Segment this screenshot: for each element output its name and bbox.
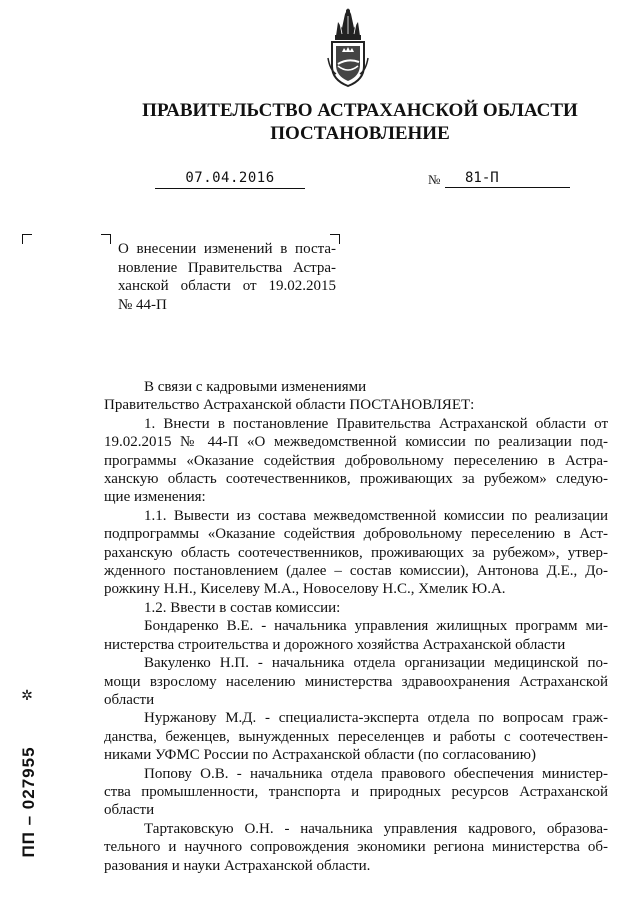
document-subject: [118, 240, 336, 314]
corner-mark: [22, 234, 32, 244]
body-line: области: [104, 802, 155, 819]
document-number: 81-П: [445, 170, 570, 188]
body-line: Бондаренко В.Е. - начальника управления жилищных программ ми-: [144, 618, 608, 635]
body-line: никами УФМС России по Астраханской области (по согласованию): [104, 747, 537, 764]
body-line: 1.2. Ввести в состав комиссии:: [144, 599, 341, 616]
side-serial-stamp: [18, 668, 36, 868]
government-title: ПРАВИТЕЛЬСТВО АСТРАХАНСКОЙ ОБЛАСТИ: [142, 100, 578, 121]
body-line: подпрограммы «Оказание содействия добровольному переселению в Аст-: [104, 526, 608, 543]
subject-line: новление Правительства Астра-: [118, 259, 336, 276]
body-line: щие изменения:: [104, 489, 206, 506]
star-icon: ✲: [21, 689, 33, 704]
body-line: программы «Оказание содействия добровольному переселению в Астра-: [104, 452, 608, 469]
body-line: 1. Внести в постановление Правительства Астраханской области от: [144, 415, 608, 432]
body-line: ханскую область соотечественников, проживающих за рубежом» следую-: [104, 471, 608, 488]
subject-line: № 44-П: [118, 296, 167, 313]
body-line: ства промышленности, транспорта и природных ресурсов Астраханской: [104, 783, 608, 800]
body-line: области: [104, 691, 155, 708]
body-line: жденного постановлением (далее – состав комиссии), Антонова Д.Е., До-: [104, 563, 608, 580]
body-line: 19.02.2015 № 44-П «О межведомственной комиссии по реализации под-: [104, 434, 608, 451]
body-line: Попову О.В. - начальника отдела правового обеспечения министер-: [144, 765, 608, 782]
body-line: Правительство Астраханской области ПОСТАНОВЛЯЕТ:: [104, 397, 475, 414]
body-line: Нуржанову М.Д. - специалиста-эксперта отдела по вопросам граж-: [144, 710, 608, 727]
body-line: Тартаковскую О.Н. - начальника управления кадрового, образова-: [144, 820, 608, 837]
body-line: В связи с кадровыми изменениями: [144, 379, 367, 395]
body-line: разования и науки Астраханской области.: [104, 857, 371, 874]
document-body: [104, 378, 608, 875]
corner-mark: [101, 234, 111, 244]
body-line: нистерства строительства и дорожного хозяйства Астраханской области: [104, 636, 566, 653]
body-line: мощи взрослому населению министерства здравоохранения Астраханской: [104, 673, 608, 690]
body-line: раханскую область соотечественников, проживающих за рубежом», утвер-: [104, 544, 608, 561]
subject-line: ханской области от 19.02.2015: [118, 278, 336, 294]
body-line: 1.1. Вывести из состава межведомственной комиссии по реализации: [144, 507, 608, 524]
document-type: ПОСТАНОВЛЕНИЕ: [270, 123, 450, 144]
number-sign: №: [428, 172, 441, 187]
body-line: тельного и научного сопровождения экономики региона министерства об-: [104, 839, 608, 856]
body-line: данства, беженцев, вынужденных переселенцев и работы с соотечествен-: [104, 728, 608, 745]
body-line: рожкину Н.Н., Киселеву М.А., Новоселову Н.С., Хмелик Ю.А.: [104, 581, 506, 598]
subject-line: О внесении изменений в поста-: [118, 241, 336, 257]
coat-of-arms-icon: [322, 8, 374, 88]
serial-code: ПП – 027955: [19, 746, 38, 858]
document-date: 07.04.2016: [155, 170, 305, 189]
body-line: Вакуленко Н.П. - начальника отдела организации медицинской по-: [144, 655, 608, 672]
